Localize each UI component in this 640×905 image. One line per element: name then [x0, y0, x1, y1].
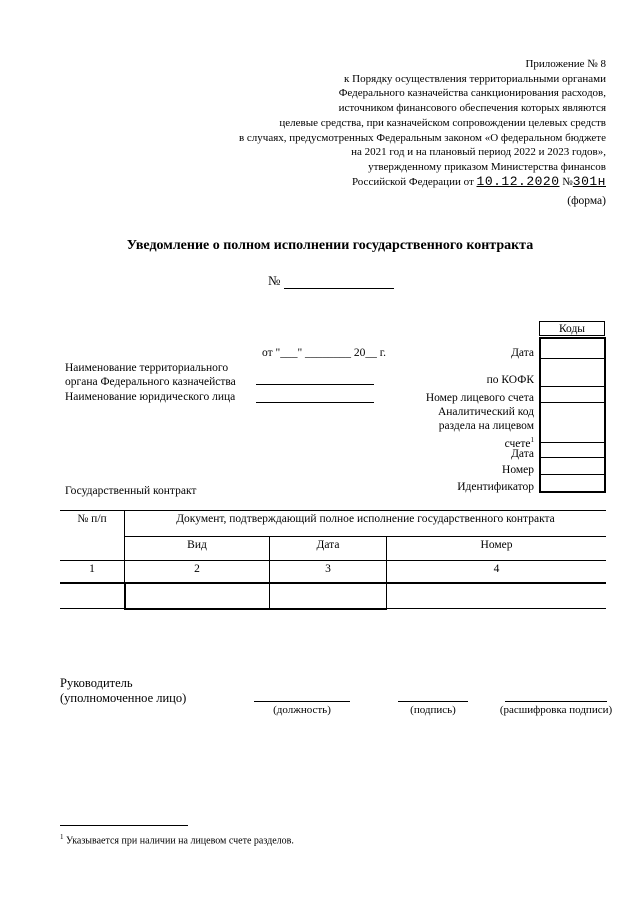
- code-number-cell[interactable]: [541, 458, 604, 475]
- label-analytic-line: Аналитический код: [437, 406, 534, 418]
- appendix-line: источником финансового обеспечения которых являются: [338, 102, 606, 115]
- code-kofk-cell[interactable]: [541, 359, 604, 387]
- signature-input[interactable]: [398, 700, 468, 702]
- order-number: 301н: [572, 173, 606, 189]
- index-cell: 3: [270, 561, 387, 583]
- footnote-mark: 1: [60, 833, 64, 841]
- signatory-label-line: Руководитель: [60, 676, 133, 690]
- code-identifier-cell[interactable]: [541, 475, 604, 491]
- appendix-line: утвержденному приказом Министерства финансов: [368, 160, 606, 173]
- appendix-order-line: [239, 175, 606, 190]
- code-date2-cell[interactable]: [541, 443, 604, 458]
- legal-entity-input[interactable]: [256, 401, 374, 403]
- appendix-line: на 2021 год и на плановый период 2022 и 2023 годов»,: [351, 146, 606, 159]
- contract-label: Государственный контракт: [65, 485, 197, 497]
- label-analytic-line: раздела на лицевом: [438, 420, 534, 432]
- territorial-label-line: органа Федерального казначейства: [65, 376, 236, 388]
- footnote: [60, 833, 294, 846]
- label-number: Номер: [502, 464, 534, 476]
- col-header-document: Документ, подтверждающий полное исполнение государственного контракта: [125, 511, 607, 537]
- sub-header-date: Дата: [270, 537, 387, 561]
- footnote-text: Указывается при наличии на лицевом счете разделов.: [66, 835, 294, 847]
- label-analytic: [438, 405, 534, 451]
- decode-caption: (расшифровка подписи): [499, 704, 613, 716]
- footnote-divider: [60, 825, 188, 826]
- codes-header: Коды: [539, 321, 605, 336]
- appendix-line: к Порядку осуществления территориальными органами: [344, 72, 606, 85]
- number-field[interactable]: [284, 276, 394, 289]
- appendix-line: Федерального казначейства санкционирования расходов,: [338, 87, 606, 100]
- code-analytic-cell[interactable]: [541, 403, 604, 443]
- appendix-line: целевые средства, при казначейском сопровождении целевых средств: [279, 116, 606, 129]
- signatory-label-line: (уполномоченное лицо): [60, 691, 187, 705]
- table-cell[interactable]: [125, 583, 270, 609]
- table-cell[interactable]: [270, 583, 387, 609]
- legal-entity-label: Наименование юридического лица: [65, 391, 236, 403]
- index-cell: 4: [387, 561, 607, 583]
- index-cell: 1: [60, 561, 125, 583]
- table-cell[interactable]: [60, 583, 125, 609]
- order-number-prefix: №: [562, 175, 573, 188]
- appendix-block: [239, 57, 606, 189]
- code-date-cell[interactable]: [541, 339, 604, 359]
- label-kofk: по КОФК: [486, 374, 534, 386]
- label-analytic-text: счете: [504, 437, 531, 450]
- sub-header-number: Номер: [387, 537, 607, 561]
- number-label: №: [268, 273, 281, 288]
- document-title: Уведомление о полном исполнении государственного контракта: [126, 238, 534, 253]
- territorial-label: [65, 361, 236, 389]
- sub-header-kind: Вид: [125, 537, 270, 561]
- appendix-line: Приложение № 8: [525, 58, 606, 70]
- form-label: (форма): [567, 195, 606, 207]
- label-identifier: Идентификатор: [457, 481, 534, 493]
- label-date2: Дата: [511, 448, 534, 460]
- date-line[interactable]: от "___" ________ 20__ г.: [262, 347, 387, 359]
- signatory-label: [60, 676, 186, 706]
- notice-number: [268, 273, 394, 289]
- territorial-label-line: Наименование территориального: [65, 362, 229, 374]
- codes-box: [539, 337, 606, 493]
- label-account: Номер лицевого счета: [425, 392, 534, 404]
- index-cell: 2: [125, 561, 270, 583]
- decode-input[interactable]: [505, 700, 607, 702]
- col-header-number: № п/п: [60, 511, 125, 561]
- appendix-line: в случаях, предусмотренных Федеральным законом «О федеральном бюджете: [238, 131, 606, 144]
- territorial-input[interactable]: [256, 383, 374, 385]
- table-cell[interactable]: [387, 583, 607, 609]
- position-input[interactable]: [254, 700, 350, 702]
- order-date: 10.12.2020: [476, 173, 560, 189]
- label-date: Дата: [511, 347, 534, 359]
- position-caption: (должность): [273, 704, 331, 716]
- documents-table: [60, 510, 606, 610]
- footnote-ref: 1: [530, 436, 534, 444]
- code-account-cell[interactable]: [541, 387, 604, 403]
- signature-caption: (подпись): [410, 704, 456, 716]
- appendix-line: Российской Федерации от: [351, 175, 474, 188]
